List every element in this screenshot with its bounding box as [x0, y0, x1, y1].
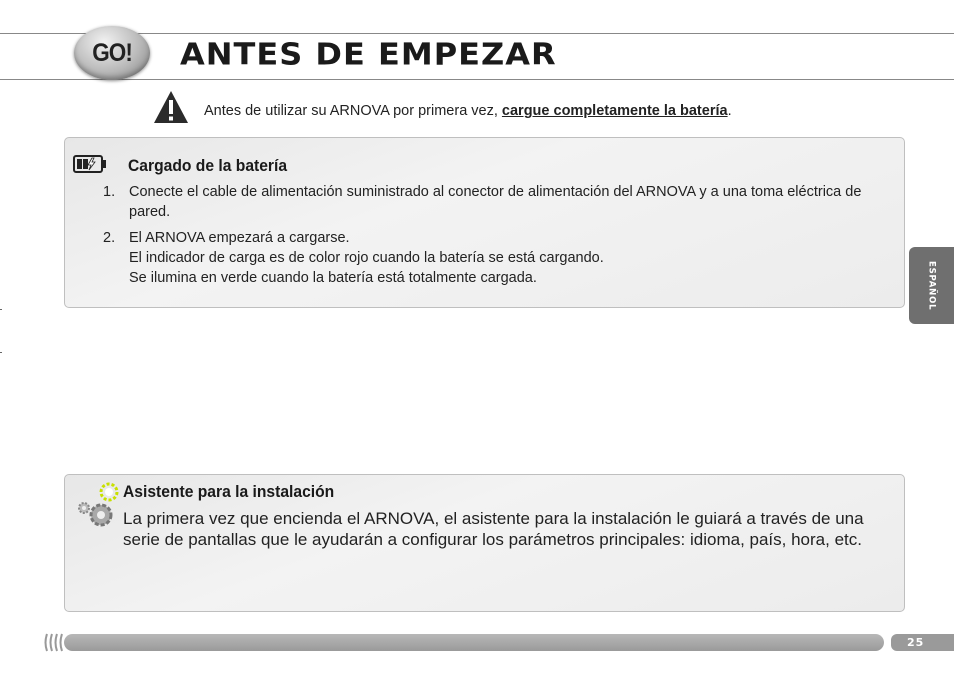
battery-heading: Cargado de la batería [128, 156, 288, 175]
battery-charging-panel [64, 137, 905, 308]
warning-icon [152, 89, 190, 125]
footer-stripes-icon [44, 633, 64, 652]
warning-text [204, 103, 732, 119]
step-number: 1. [103, 184, 116, 200]
step-item [103, 228, 883, 288]
warning-text-after: . [727, 103, 732, 119]
step-line: Se ilumina en verde cuando la batería está totalmente cargada. [129, 270, 537, 286]
step-line: El ARNOVA empezará a cargarse. [129, 230, 350, 246]
setup-wizard-panel [64, 474, 905, 612]
step-text [129, 228, 883, 288]
footer-bar [64, 634, 884, 651]
go-badge-label: GO! [92, 38, 132, 67]
step-line: El indicador de carga es de color rojo cuando la batería se está cargando. [129, 250, 604, 266]
margin-mark [0, 352, 2, 353]
page-number: 25 [907, 636, 925, 649]
battery-icon [73, 155, 107, 173]
page-number-tab [891, 634, 954, 651]
step-text [129, 182, 883, 222]
setup-body-text: La primera vez que encienda el ARNOVA, el asistente para la instalación le guiará a través de una serie de pantallas que le ayudarán a configurar los parámetros principales: idioma, país, hora, etc. [123, 509, 864, 549]
setup-heading: Asistente para la instalación [123, 482, 335, 501]
step-item [103, 182, 883, 222]
warning-emphasis: cargue completamente la batería [501, 103, 728, 119]
step-number: 2. [103, 230, 116, 246]
warning-text-before: Antes de utilizar su ARNOVA por primera vez, [204, 103, 502, 119]
header-bottom-rule [0, 79, 954, 80]
language-tab [909, 247, 954, 324]
page-title: ANTES DE EMPEZAR [180, 35, 557, 72]
battery-steps [103, 182, 883, 294]
gears-icon [73, 477, 123, 529]
language-tab-label: ESPAÑOL [926, 260, 937, 311]
margin-mark [0, 309, 2, 310]
step-line: Conecte el cable de alimentación suministrado al conector de alimentación del ARNOVA y a una toma eléctrica de pared. [129, 184, 862, 220]
go-badge [74, 26, 150, 80]
